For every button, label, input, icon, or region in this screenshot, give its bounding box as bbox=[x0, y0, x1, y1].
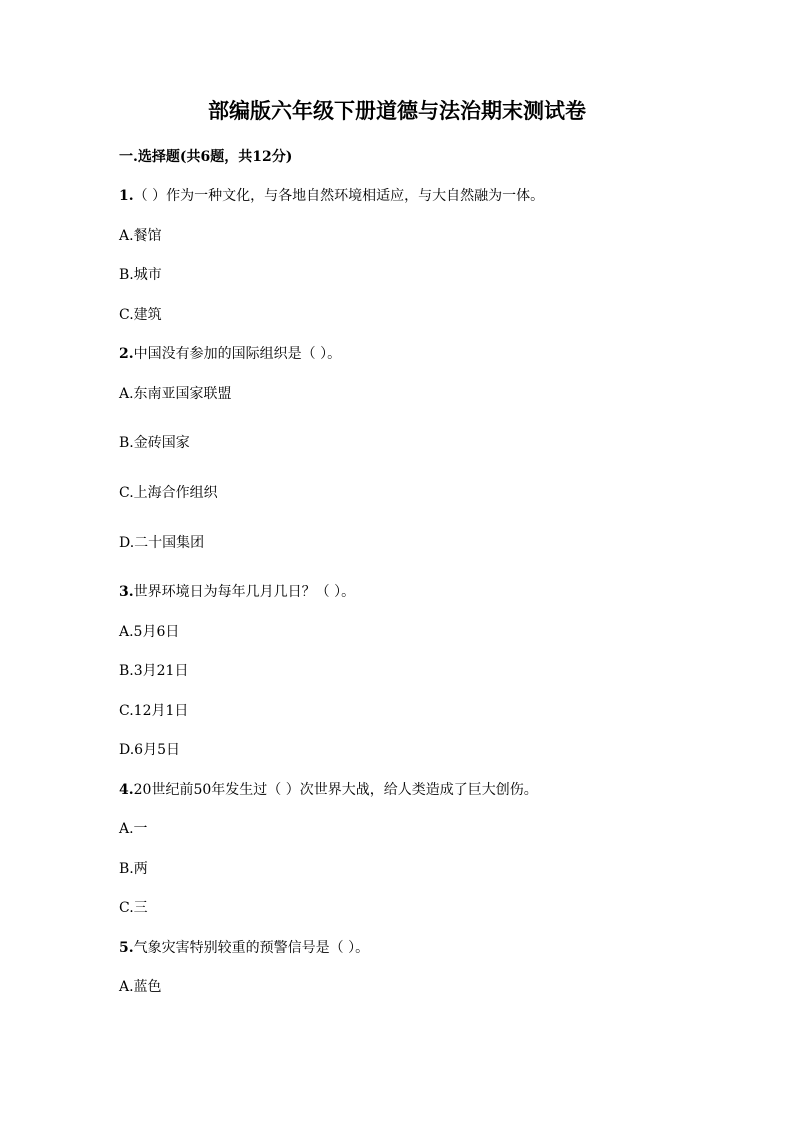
option-3-d: D.6月5日 bbox=[119, 742, 180, 758]
section-heading: 一.选择题(共6题，共12分) bbox=[119, 149, 293, 165]
question-4 bbox=[119, 780, 538, 800]
question-3 bbox=[119, 582, 355, 602]
question-stem: 中国没有参加的国际组织是（ ）。 bbox=[133, 346, 342, 362]
question-stem: （ ）作为一种文化，与各地自然环境相适应，与大自然融为一体。 bbox=[133, 188, 545, 204]
option-5-a: A.蓝色 bbox=[119, 979, 162, 995]
question-number: 5. bbox=[119, 940, 134, 956]
option-2-d: D.二十国集团 bbox=[119, 535, 205, 551]
option-2-b: B.金砖国家 bbox=[119, 435, 190, 451]
question-number: 3. bbox=[119, 584, 134, 600]
question-number: 2. bbox=[119, 346, 134, 362]
question-number: 1. bbox=[119, 188, 134, 204]
option-2-a: A.东南亚国家联盟 bbox=[119, 386, 232, 402]
option-3-c: C.12月1日 bbox=[119, 703, 189, 719]
question-stem: 世界环境日为每年几月几日？（ ）。 bbox=[133, 584, 356, 600]
option-1-b: B.城市 bbox=[119, 267, 162, 283]
question-5 bbox=[119, 938, 369, 958]
question-2 bbox=[119, 344, 341, 364]
option-4-b: B.两 bbox=[119, 861, 148, 877]
option-3-b: B.3月21日 bbox=[119, 663, 189, 679]
option-2-c: C.上海合作组织 bbox=[119, 485, 218, 501]
question-stem: 20世纪前50年发生过（ ）次世界大战，给人类造成了巨大创伤。 bbox=[133, 782, 538, 798]
page-title: 部编版六年级下册道德与法治期末测试卷 bbox=[208, 98, 586, 123]
option-4-c: C.三 bbox=[119, 900, 148, 916]
question-number: 4. bbox=[119, 782, 134, 798]
option-1-a: A.餐馆 bbox=[119, 228, 162, 244]
question-stem: 气象灾害特别较重的预警信号是（ ）。 bbox=[133, 940, 370, 956]
option-4-a: A.一 bbox=[119, 821, 148, 837]
option-1-c: C.建筑 bbox=[119, 307, 162, 323]
option-3-a: A.5月6日 bbox=[119, 624, 180, 640]
question-1 bbox=[119, 186, 544, 206]
